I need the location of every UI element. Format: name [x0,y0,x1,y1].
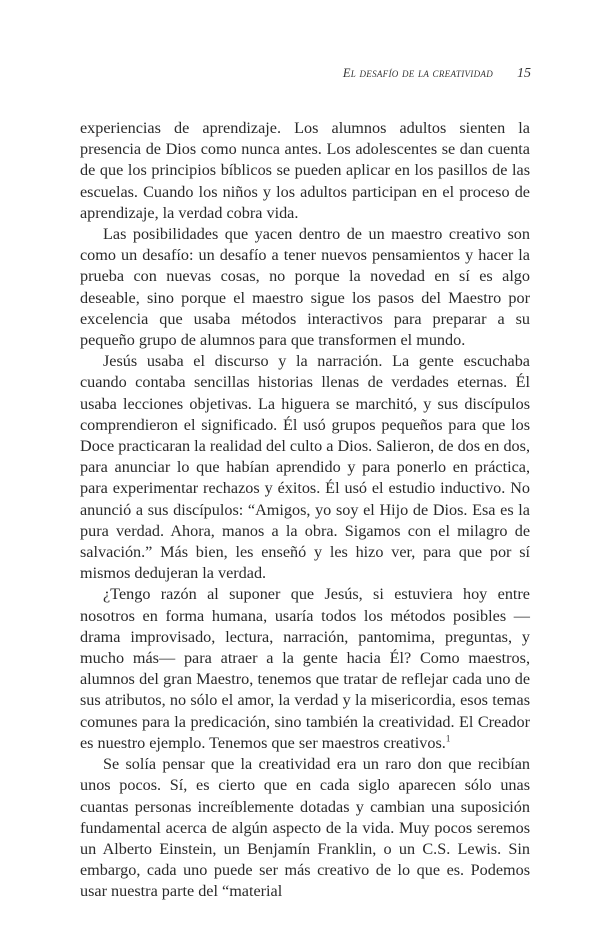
running-title-smallcaps: l desafío de la creatividad [350,66,493,80]
footnote-reference: 1 [445,733,451,744]
paragraph-3: Jesús usaba el discurso y la narración. La gente escuchaba cuando contaba sencillas historias llenas de verdades eternas. Él usaba lecciones objetivas. La higuera se marchitó, y sus discípulos comprendieron el significado. Él usó grupos pequeños para que los Doce practicaran la realidad del culto a Dios. Salieron, de dos en dos, para anunciar lo que habían aprendido y para ponerlo en práctica, para experimentar rechazos y éxitos. Él usó el estudio inductivo. No anunció a sus discípulos: “Amigos, yo soy el Hijo de Dios. Esa es la pura verdad. Ahora, manos a la obra. Sigamos con el milagro de salvación.” Más bien, les enseñó y les hizo ver, para que por sí mismos dedujeran la verdad. [80,352,530,583]
paragraph-5: Se solía pensar que la creatividad era un raro don que recibían unos pocos. Sí, es cierto que en cada siglo aparecen sólo unas cuantas personas increíblemente dotadas y cambian una suposición fundamental acerca de algún aspecto de la vida. Muy pocos seremos un Alberto Einstein, un Benjamín Franklin, o un C.S. Lewis. Sin embargo, cada uno puede ser más creativo de lo que es. Podemos usar nuestra parte del “material [80,755,530,901]
body-text [80,118,530,903]
paragraph-1: experiencias de aprendizaje. Los alumnos adultos sienten la presencia de Dios como nunca antes. Los adolescentes se dan cuenta de que los principios bíblicos se pueden aplicar en los pasillos de las escuelas. Cuando los niños y los adultos participan en el proceso de aprendizaje, la verdad cobra vida. [80,119,530,222]
paragraph-2: Las posibilidades que yacen dentro de un maestro creativo son como un desafío: un desafío a tener nuevos pensamientos y hacer la prueba con nuevas cosas, no porque la novedad en sí es algo deseable, sino porque el maestro sigue los pasos del Maestro por excelencia que usaba métodos interactivos para preparar a su pequeño grupo de alumnos para que transformen el mundo. [80,225,530,350]
running-head [343,66,531,82]
paragraph-4 [80,584,530,754]
page-number: 15 [517,66,531,81]
running-title-initial: E [342,66,351,80]
paragraph-4-text: ¿Tengo razón al suponer que Jesús, si estuviera hoy entre nosotros en forma humana, usaría todos los métodos posibles —drama improvisado, lectura, narración, pantomima, preguntas, y mucho más— para atraer a la gente hacia Él? Como maestros, alumnos del gran Maestro, tenemos que tratar de reflejar cada uno de sus atributos, no sólo el amor, la verdad y la misericordia, esos temas comunes para la predicación, sino también la creatividad. El Creador es nuestro ejemplo. Tenemos que ser maestros creativos. [80,585,530,752]
running-title [343,66,493,81]
